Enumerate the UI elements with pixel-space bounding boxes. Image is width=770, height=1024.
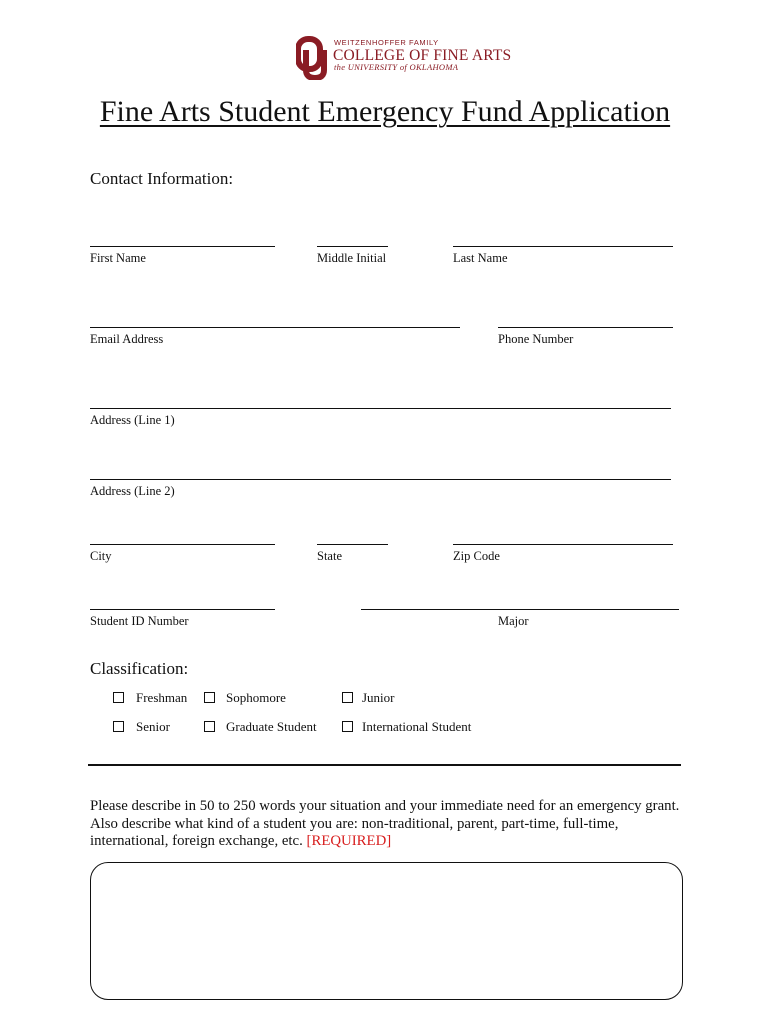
logo-line-2: COLLEGE OF FINE ARTS	[333, 47, 512, 64]
email-line[interactable]	[90, 327, 460, 328]
junior-label: Junior	[362, 690, 395, 705]
phone-line[interactable]	[498, 327, 673, 328]
description-textbox[interactable]	[90, 862, 683, 1000]
international-student-label: International Student	[362, 719, 472, 734]
graduate-student-label: Graduate Student	[226, 719, 317, 734]
address-line-2[interactable]	[90, 479, 671, 480]
ou-interlock-icon	[296, 36, 332, 80]
last-name-label: Last Name	[453, 251, 508, 265]
phone-label: Phone Number	[498, 332, 574, 346]
middle-initial-line[interactable]	[317, 246, 388, 247]
student-id-label: Student ID Number	[90, 614, 189, 628]
freshman-label: Freshman	[136, 690, 188, 705]
address2-label: Address (Line 2)	[90, 484, 175, 498]
last-name-line[interactable]	[453, 246, 673, 247]
sophomore-label: Sophomore	[226, 690, 286, 705]
classification-heading: Classification:	[90, 659, 189, 678]
contact-heading: Contact Information:	[90, 169, 234, 188]
address1-label: Address (Line 1)	[90, 413, 175, 427]
student-id-line[interactable]	[90, 609, 275, 610]
city-label: City	[90, 549, 112, 563]
middle-initial-label: Middle Initial	[317, 251, 387, 265]
required-marker: [REQUIRED]	[306, 833, 392, 849]
state-label: State	[317, 549, 342, 563]
city-line[interactable]	[90, 544, 275, 545]
form-title: Fine Arts Student Emergency Fund Application	[99, 95, 671, 128]
senior-label: Senior	[136, 719, 170, 734]
zip-label: Zip Code	[453, 549, 500, 563]
email-label: Email Address	[90, 332, 164, 346]
first-name-label: First Name	[90, 251, 146, 265]
state-line[interactable]	[317, 544, 388, 545]
major-line[interactable]	[361, 609, 679, 610]
address-line-1[interactable]	[90, 408, 671, 409]
logo-line-1: WEITZENHOFFER FAMILY	[334, 38, 439, 47]
major-label: Major	[498, 614, 529, 628]
graduate-student-checkbox[interactable]	[204, 721, 215, 732]
sophomore-checkbox[interactable]	[204, 692, 215, 703]
junior-checkbox[interactable]	[342, 692, 353, 703]
first-name-line[interactable]	[90, 246, 275, 247]
international-student-checkbox[interactable]	[342, 721, 353, 732]
senior-checkbox[interactable]	[113, 721, 124, 732]
description-prompt	[90, 798, 690, 851]
logo-line-3: the UNIVERSITY of OKLAHOMA	[334, 62, 459, 72]
zip-line[interactable]	[453, 544, 673, 545]
freshman-checkbox[interactable]	[113, 692, 124, 703]
section-divider	[88, 764, 681, 766]
description-text: Please describe in 50 to 250 words your situation and your immediate need for an emergency grant. Also describe what kind of a student you are: non-traditional, parent, part-time, full-time, international, foreign exchange, etc.	[90, 798, 680, 849]
